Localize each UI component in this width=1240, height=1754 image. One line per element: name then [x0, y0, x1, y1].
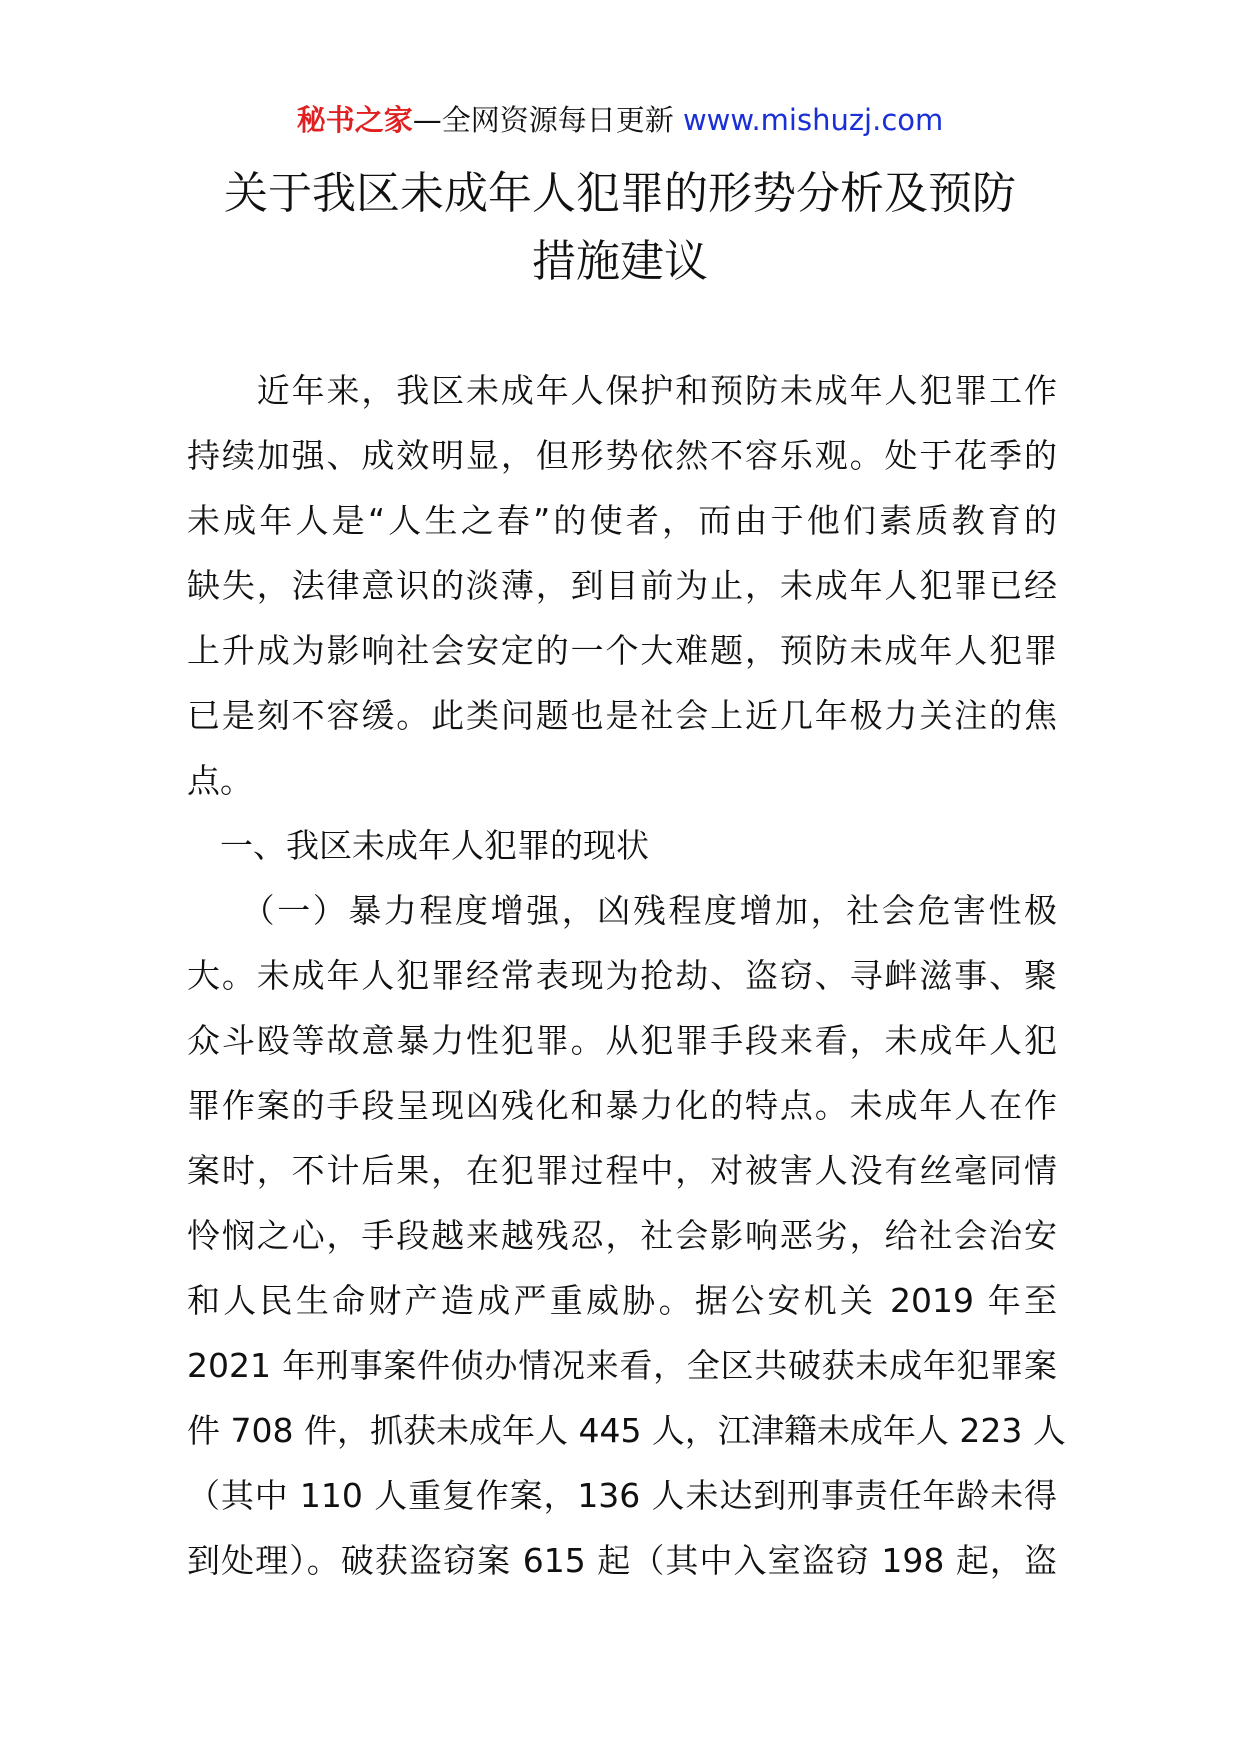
text-line: 案时，不计后果，在犯罪过程中，对被害人没有丝毫同情	[187, 1151, 1057, 1190]
text-line: 未成年人是“人生之春”的使者，而由于他们素质教育的	[187, 501, 1057, 540]
title-line-1: 关于我区未成年人犯罪的形势分析及预防	[224, 168, 1016, 219]
text-line: 2021 年刑事案件侦办情况来看，全区共破获未成年犯罪案	[187, 1346, 1057, 1385]
text-line: 大。未成年人犯罪经常表现为抢劫、盗窃、寻衅滋事、聚	[187, 956, 1057, 995]
text-line: 持续加强、成效明显，但形势依然不容乐观。处于花季的	[187, 436, 1057, 475]
text-line: 和人民生命财产造成严重威胁。据公安机关 2019 年至	[187, 1281, 1057, 1320]
text-line: 怜悯之心，手段越来越残忍，社会影响恶劣，给社会治安	[187, 1216, 1057, 1255]
text-line: 罪作案的手段呈现凶残化和暴力化的特点。未成年人在作	[187, 1086, 1057, 1125]
text-line: （一）暴力程度增强，凶残程度增加，社会危害性极	[187, 891, 1057, 930]
brand-name: 秘书之家	[296, 103, 413, 137]
site-header	[0, 100, 1240, 140]
paragraph-section-1	[187, 878, 1066, 1593]
heading-line: 一、我区未成年人犯罪的现状	[187, 826, 649, 865]
document-body	[187, 358, 1066, 1593]
text-line: （其中 110 人重复作案，136 人未达到刑事责任年龄未得	[187, 1476, 1057, 1515]
text-line: 已是刻不容缓。此类问题也是社会上近几年极力关注的焦	[187, 696, 1057, 735]
text-line: 件 708 件，抓获未成年人 445 人，江津籍未成年人 223 人	[187, 1411, 1066, 1450]
document-title	[150, 160, 1090, 296]
text-line: 众斗殴等故意暴力性犯罪。从犯罪手段来看，未成年人犯	[187, 1021, 1057, 1060]
title-line-2: 措施建议	[532, 236, 708, 287]
text-line: 到处理）。破获盗窃案 615 起（其中入室盗窃 198 起，盗	[187, 1541, 1057, 1580]
text-line: 近年来，我区未成年人保护和预防未成年人犯罪工作	[187, 371, 1057, 410]
text-line: 点。	[187, 761, 253, 800]
text-line: 缺失，法律意识的淡薄，到目前为止，未成年人犯罪已经	[187, 566, 1057, 605]
site-url-link[interactable]: www.mishuzj.com	[682, 103, 944, 137]
section-heading	[187, 813, 1057, 878]
paragraph-intro	[187, 358, 1057, 813]
header-tagline: —全网资源每日更新	[412, 103, 683, 137]
text-line: 上升成为影响社会安定的一个大难题，预防未成年人犯罪	[187, 631, 1057, 670]
